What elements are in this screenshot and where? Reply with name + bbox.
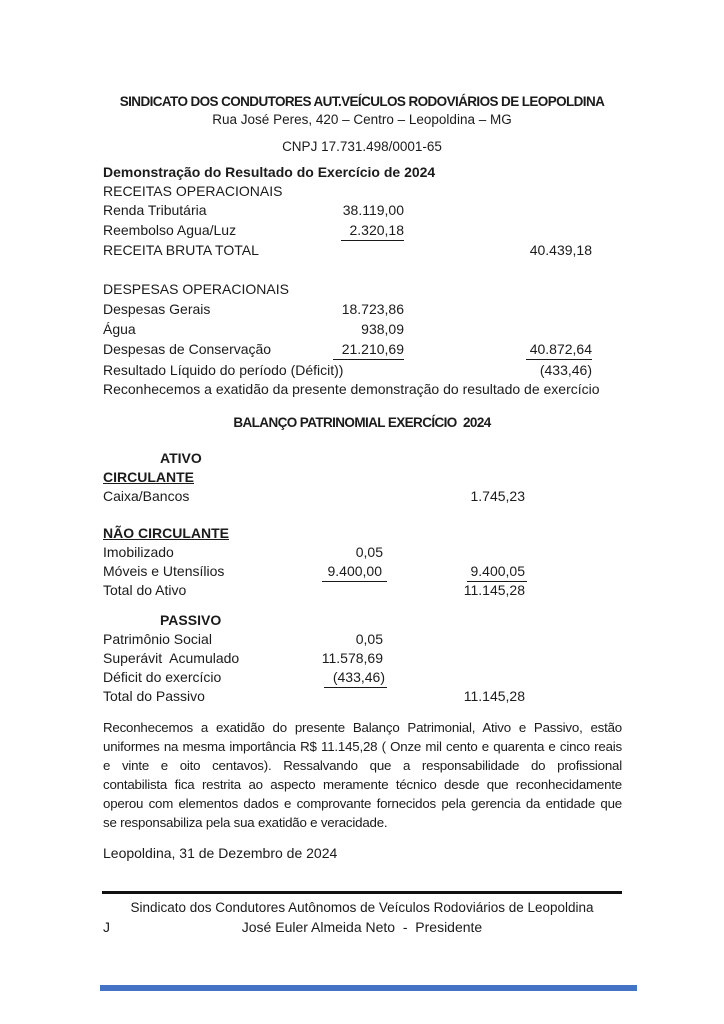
signature-rule [102,891,622,894]
row-value-col1-underlined: 9.400,00 [322,561,388,582]
closing-line: se responsabiliza pela sua exatidão e veracidade. [103,815,388,830]
dre-row-despesas-gerais [0,299,724,319]
row-label: Água [103,321,136,337]
row-value-col1: 11.578,69 [321,650,383,666]
dre-result-row [0,360,724,380]
row-deficit-exercicio [0,667,724,687]
passivo-heading: PASSIVO [160,612,222,628]
row-value-col1: 0,05 [355,544,383,560]
ativo-heading: ATIVO [160,450,202,466]
row-label: Total do Ativo [103,582,187,598]
row-label: RECEITA BRUTA TOTAL [103,242,259,258]
row-superavit-acumulado [0,648,724,668]
row-imobilizado [0,542,724,562]
row-label: Reembolso Agua/Luz [103,222,237,238]
row-label: Caixa/Bancos [103,488,190,504]
row-moveis-utensilios [0,561,724,581]
receitas-heading: RECEITAS OPERACIONAIS [103,183,283,199]
dre-row-renda-tributaria [0,200,724,220]
org-cnpj: CNPJ 17.731.498/0001-65 [282,139,442,154]
signature-org-line: Sindicato dos Condutores Autônomos de Veículos Rodoviários de Leopoldina [130,900,594,915]
dre-title-row [0,162,724,182]
row-value-col2: 1.745,23 [470,488,525,504]
row-label: Superávit Acumulado [103,650,240,666]
row-value-col1-underlined: 21.210,69 [333,339,404,360]
date-line: Leopoldina, 31 de Dezembro de 2024 [103,845,338,861]
signature-initial: J [103,919,110,935]
bottom-blue-bar [100,985,637,991]
nao-circulante-heading-row [0,523,724,543]
row-value-col2-underlined: 40.872,64 [526,339,592,360]
president-line: José Euler Almeida Neto - Presidente [241,919,483,935]
dre-row-reembolso [0,220,724,240]
row-caixa-bancos [0,486,724,506]
circulante-heading-row [0,467,724,487]
row-label: Despesas de Conservação [103,341,272,357]
dre-row-agua [0,319,724,339]
row-label: Móveis e Utensílios [103,563,225,579]
row-label: Despesas Gerais [103,301,211,317]
row-patrimonio-social [0,629,724,649]
row-total-passivo [0,686,724,706]
row-value-col1-underlined: (433,46) [324,667,387,688]
row-value-col1: 938,09 [361,321,404,337]
row-value-col2: 11.145,28 [463,582,525,598]
dre-despesas-heading-row [0,279,724,299]
closing-line: Reconhecemos a exatidão do presente Balanço Patrimonial, Ativo e Passivo, estão [103,720,622,735]
dre-row-receita-bruta-total [0,240,724,260]
attestation-text: Reconhecemos a exatidão da presente demonstração do resultado de exercício [103,381,600,397]
row-value-col1-underlined: 2.320,18 [341,220,405,241]
row-label: Imobilizado [103,544,174,560]
balance-title: BALANÇO PATRINOMIAL EXERCÍCIO 2024 [233,415,491,430]
row-value-col2-underlined: 9.400,05 [467,561,528,582]
dre-title: Demonstração do Resultado do Exercício de 2024 [103,164,436,180]
signature-president-row [0,917,724,937]
org-name: SINDICATO DOS CONDUTORES AUT.VEÍCULOS RODOVIÁRIOS DE LEOPOLDINA [119,94,605,109]
despesas-heading: DESPESAS OPERACIONAIS [103,281,289,297]
row-label: Total do Passivo [103,688,205,704]
closing-line: uniformes na mesma importância R$ 11.145,28 ( Onze mil cento e quarenta e cinco reais [103,739,622,754]
dre-attestation-row [0,379,724,399]
row-label: Renda Tributária [103,202,207,218]
nao-circulante-heading: NÃO CIRCULANTE [103,525,229,541]
closing-line: e vinte e oito centavos). Ressalvando que a responsabilidade do profissional [103,758,622,773]
passivo-heading-row [0,610,724,630]
date-row [0,843,724,863]
row-value-col1: 38.119,00 [342,202,404,218]
row-value-col2: 11.145,28 [463,688,525,704]
closing-line: contabilista fica restrita ao aspecto meramente técnico desde que reconhecidamente [103,777,622,792]
circulante-heading: CIRCULANTE [103,469,194,485]
row-value-col1: 0,05 [355,631,383,647]
result-label: Resultado Líquido do período (Déficit)) [103,362,344,378]
row-value-col2: 40.439,18 [529,242,592,258]
dre-row-conservacao [0,339,724,359]
ativo-heading-row [0,448,724,468]
row-label: Patrimônio Social [103,631,212,647]
closing-line: operou com elementos dados e comprovante fornecidos pela gerencia da entidade que [103,796,622,811]
dre-receitas-heading-row [0,181,724,201]
org-address: Rua José Peres, 420 – Centro – Leopoldina – MG [212,112,512,127]
row-value-col1: 18.723,86 [341,301,404,317]
row-total-ativo [0,580,724,600]
row-label: Déficit do exercício [103,669,222,685]
result-value: (433,46) [539,362,592,378]
